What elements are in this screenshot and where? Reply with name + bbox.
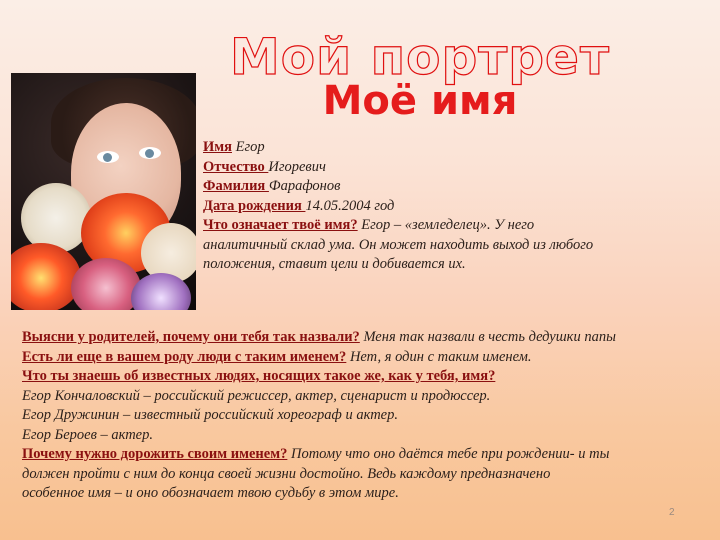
- portrait-photo: [11, 73, 196, 310]
- surname-value: Фарафонов: [268, 178, 341, 194]
- answer-why-named: Меня так назвали в честь дедушки папы: [359, 329, 616, 345]
- patronymic-value: Игоревич: [268, 158, 326, 175]
- meaning-line-2: аналитичный склад ума. Он может находить выход из любого: [203, 236, 594, 253]
- surname-label: Фамилия: [203, 178, 269, 194]
- question-why-named: Выясни у родителей, почему они тебя так назвали?: [22, 329, 360, 345]
- answer-value-line-3: особенное имя – и оно обозначает твою судьбу в этом мире.: [22, 485, 399, 501]
- meaning-question: Что означает твоё имя?: [203, 217, 358, 233]
- question-value: Почему нужно дорожить своим именем?: [22, 446, 288, 462]
- profile-block: [203, 138, 708, 275]
- meaning-answer: Егор – «земледелец». У него: [357, 217, 535, 233]
- famous-person-2: Егор Дружинин – известный российский хореограф и актер.: [22, 407, 398, 423]
- slide-subtitle: Моё имя: [322, 78, 518, 124]
- birth-value: 14.05.2004 год: [305, 197, 395, 214]
- name-label: Имя: [203, 139, 232, 155]
- famous-person-3: Егор Бероев – актер.: [22, 426, 153, 443]
- patronymic-label: Отчество: [203, 158, 269, 175]
- question-family: Есть ли еще в вашем роду люди с таким именем?: [22, 348, 347, 365]
- answer-value-line-2: должен пройти с ним до конца своей жизни достойно. Ведь каждому предназначено: [22, 465, 551, 482]
- birth-label: Дата рождения: [203, 197, 306, 214]
- question-famous: Что ты знаешь об известных людях, носящих такое же, как у тебя, имя?: [22, 368, 496, 384]
- answer-value: Потому что оно даётся тебе при рождении- и ты: [287, 446, 610, 462]
- name-value: Егор: [232, 139, 265, 155]
- answer-family: Нет, я один с таким именем.: [346, 348, 532, 365]
- meaning-line-3: положения, ставит цели и добивается их.: [203, 256, 466, 272]
- slide-title: Мой портрет: [230, 28, 610, 86]
- page-number: 2: [669, 507, 675, 518]
- qa-block: [22, 328, 720, 504]
- famous-person-1: Егор Кончаловский – российский режиссер, актер, сценарист и продюссер.: [22, 387, 491, 404]
